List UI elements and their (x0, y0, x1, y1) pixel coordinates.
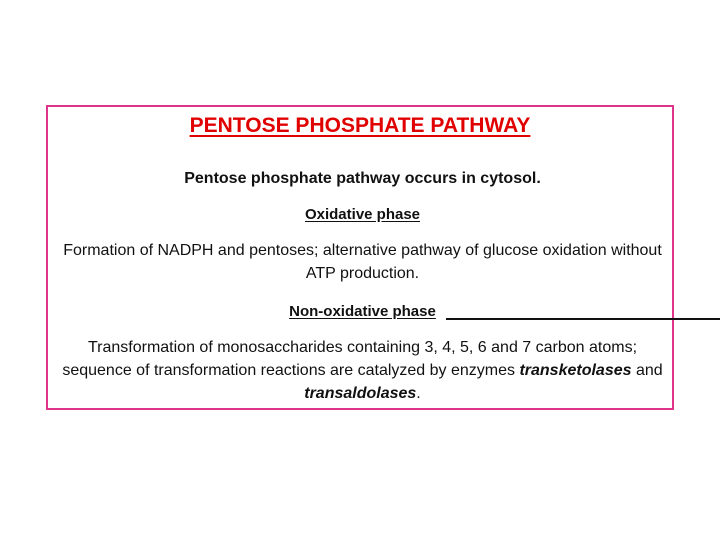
oxidative-phase-description: Formation of NADPH and pentoses; alternative pathway of glucose oxidation without ATP production. (63, 242, 662, 282)
horizontal-rule (446, 318, 720, 320)
enzyme-transaldolases: transaldolases (304, 385, 417, 402)
closing-period: . (416, 385, 421, 402)
connector-text: and (631, 362, 663, 379)
non-oxidative-phase-description (60, 336, 665, 405)
intro-sentence: Pentose phosphate pathway occurs in cytosol. (184, 170, 541, 187)
non-oxidative-text: Transformation of monosaccharides containing 3, 4, 5, 6 and 7 carbon atoms; sequence of transformation reactions are catalyzed by enzymes (62, 339, 638, 379)
enzyme-transketolases: transketolases (519, 362, 632, 379)
slide-title: PENTOSE PHOSPHATE PATHWAY (189, 114, 531, 137)
oxidative-phase-heading: Oxidative phase (304, 206, 421, 223)
non-oxidative-phase-heading: Non-oxidative phase (289, 303, 436, 320)
